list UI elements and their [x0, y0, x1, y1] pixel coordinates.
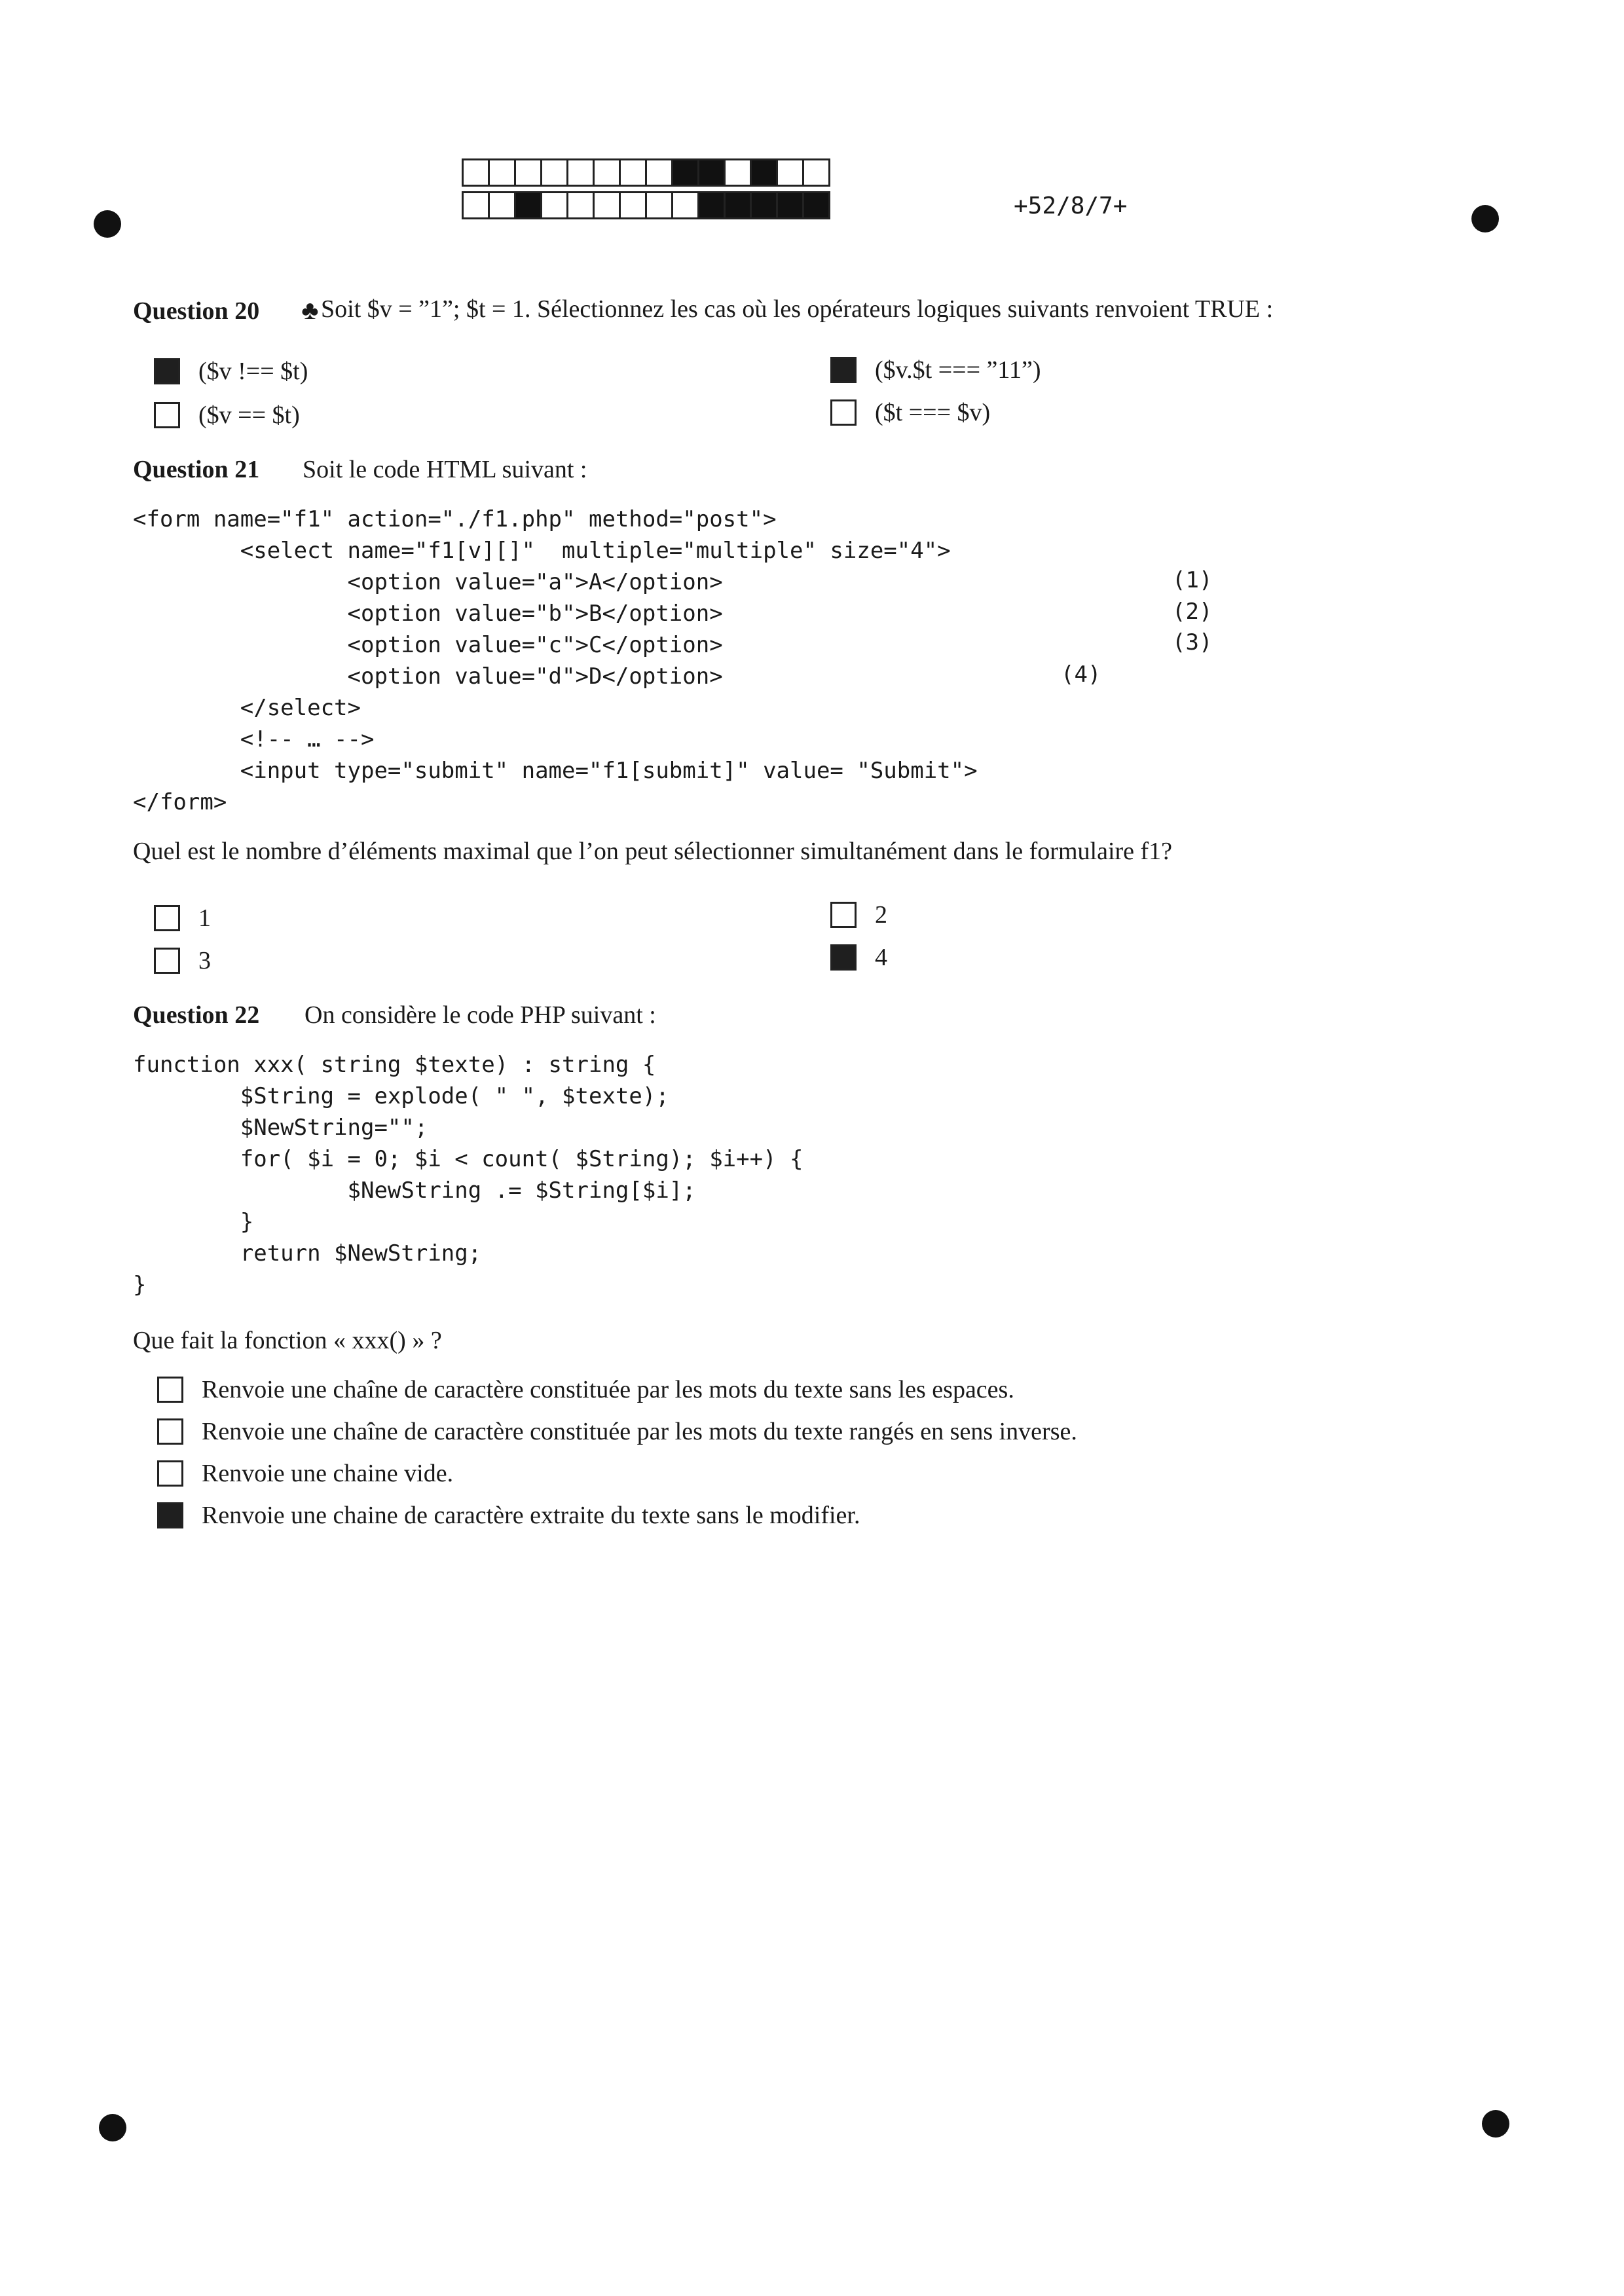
- registration-mark-bottom-left: [99, 2114, 126, 2141]
- q20-option-4-label: ($t === $v): [875, 399, 991, 426]
- q22-option-4[interactable]: [157, 1501, 860, 1530]
- question-22-text: On considère le code PHP suivant :: [304, 1001, 656, 1029]
- q22-option-1-label: Renvoie une chaîne de caractère constituée par les mots du texte sans les espaces.: [202, 1376, 1014, 1403]
- q20-option-4[interactable]: [830, 398, 990, 427]
- barcode-row-2-cell: [488, 191, 516, 219]
- q22-option-4-label: Renvoie une chaine de caractère extraite du texte sans le modifier.: [202, 1502, 860, 1529]
- barcode-row-1-cell: [750, 158, 778, 187]
- question-21-prompt: Quel est le nombre d’éléments maximal que l’on peut sélectionner simultanément dans le formulaire f1?: [133, 838, 1173, 865]
- barcode-row-2-cell: [566, 191, 595, 219]
- q22-option-1[interactable]: [157, 1375, 1014, 1404]
- barcode-row-1-cell: [645, 158, 673, 187]
- q20-checkbox-3[interactable]: [154, 402, 180, 428]
- q21-checkbox-3[interactable]: [154, 948, 180, 974]
- barcode-row-2: [462, 191, 828, 219]
- q22-option-3-label: Renvoie une chaine vide.: [202, 1460, 454, 1487]
- barcode-row-2-cell: [540, 191, 568, 219]
- q20-option-1[interactable]: [154, 357, 308, 386]
- q21-option-2[interactable]: [830, 900, 887, 929]
- barcode-row-2-cell: [645, 191, 673, 219]
- q21-option-1-label: 1: [198, 904, 211, 932]
- q21-option-4[interactable]: [830, 943, 887, 972]
- registration-mark-top-left: [94, 210, 121, 238]
- line-number-1: (1): [1172, 567, 1213, 593]
- q21-option-3[interactable]: [154, 946, 211, 975]
- q20-option-3-label: ($v == $t): [198, 401, 300, 429]
- barcode-row-1-cell: [540, 158, 568, 187]
- barcode-row-1-cell: [802, 158, 830, 187]
- line-number-2: (2): [1172, 599, 1213, 625]
- registration-mark-bottom-right: [1482, 2110, 1509, 2138]
- question-21-label: Question 21: [133, 456, 260, 483]
- barcode-row-2-cell: [671, 191, 699, 219]
- html-code-block: <form name="f1" action="./f1.php" method="post"> <select name="f1[v][]" multiple="multiple" size="4"> <option value="a">A</option> <option value="b">B</option> <option value="c">C</option> <option value="d">D</option> </select> <!-- … --> <input type="submit" name="f1[submit]" value= "Submit"> </form>: [133, 506, 978, 815]
- question-22-prompt: Que fait la fonction « xxx() » ?: [133, 1327, 442, 1354]
- question-20-header: [133, 295, 318, 325]
- barcode-row-1-cell: [697, 158, 726, 187]
- q22-option-2-label: Renvoie une chaîne de caractère constituée par les mots du texte rangés en sens inverse.: [202, 1418, 1077, 1445]
- q20-checkbox-1[interactable]: [154, 358, 180, 384]
- barcode-row-1-cell: [488, 158, 516, 187]
- q20-option-2-label: ($v.$t === ”11”): [875, 356, 1041, 384]
- q21-option-2-label: 2: [875, 901, 887, 929]
- barcode-row-1-cell: [514, 158, 542, 187]
- barcode-row-2-cell: [514, 191, 542, 219]
- line-number-4: (4): [1061, 661, 1101, 688]
- q22-checkbox-2[interactable]: [157, 1418, 183, 1445]
- q21-checkbox-2[interactable]: [830, 902, 857, 928]
- barcode-row-1-cell: [671, 158, 699, 187]
- question-22-label: Question 22: [133, 1001, 260, 1029]
- q21-option-4-label: 4: [875, 944, 887, 971]
- q21-checkbox-1[interactable]: [154, 905, 180, 931]
- question-20-text: Soit $v = ”1”; $t = 1. Sélectionnez les cas où les opérateurs logiques suivants renvoient TRUE :: [321, 295, 1274, 323]
- q21-checkbox-4[interactable]: [830, 944, 857, 971]
- barcode-row-1-cell: [776, 158, 804, 187]
- q21-option-1[interactable]: [154, 904, 211, 933]
- q22-checkbox-1[interactable]: [157, 1377, 183, 1403]
- barcode-row-2-cell: [802, 191, 830, 219]
- q20-option-1-label: ($v !== $t): [198, 358, 308, 385]
- q22-option-3[interactable]: [157, 1459, 453, 1488]
- question-21-text: Soit le code HTML suivant :: [303, 456, 587, 483]
- q22-checkbox-4[interactable]: [157, 1502, 183, 1528]
- barcode-row-2-cell: [724, 191, 752, 219]
- barcode-row-2-cell: [697, 191, 726, 219]
- barcode-row-2-cell: [593, 191, 621, 219]
- barcode-row-1-cell: [724, 158, 752, 187]
- barcode-row-1-cell: [566, 158, 595, 187]
- page-id: +52/8/7+: [1014, 193, 1128, 219]
- q20-option-3[interactable]: [154, 401, 300, 430]
- registration-mark-top-right: [1471, 205, 1499, 232]
- q22-checkbox-3[interactable]: [157, 1460, 183, 1487]
- barcode-row-1-cell: [593, 158, 621, 187]
- barcode-row-2-cell: [750, 191, 778, 219]
- barcode-row-1-cell: [619, 158, 647, 187]
- barcode-row-2-cell: [462, 191, 490, 219]
- php-code-block: function xxx( string $texte) : string { $String = explode( " ", $texte); $NewString=""; for( $i = 0; $i < count( $String); $i++) { $NewString .= $String[$i]; } return $NewString; }: [133, 1052, 803, 1298]
- barcode-row-2-cell: [619, 191, 647, 219]
- q22-option-2[interactable]: [157, 1417, 1077, 1446]
- barcode-row-1-cell: [462, 158, 490, 187]
- line-number-3: (3): [1172, 629, 1213, 656]
- q20-option-2[interactable]: [830, 356, 1041, 384]
- question-20-label: Question 20: [133, 297, 260, 325]
- club-icon: ♣: [301, 295, 319, 325]
- q21-option-3-label: 3: [198, 947, 211, 974]
- q20-checkbox-4[interactable]: [830, 399, 857, 426]
- barcode-row-1: [462, 158, 828, 187]
- barcode-row-2-cell: [776, 191, 804, 219]
- q20-checkbox-2[interactable]: [830, 357, 857, 383]
